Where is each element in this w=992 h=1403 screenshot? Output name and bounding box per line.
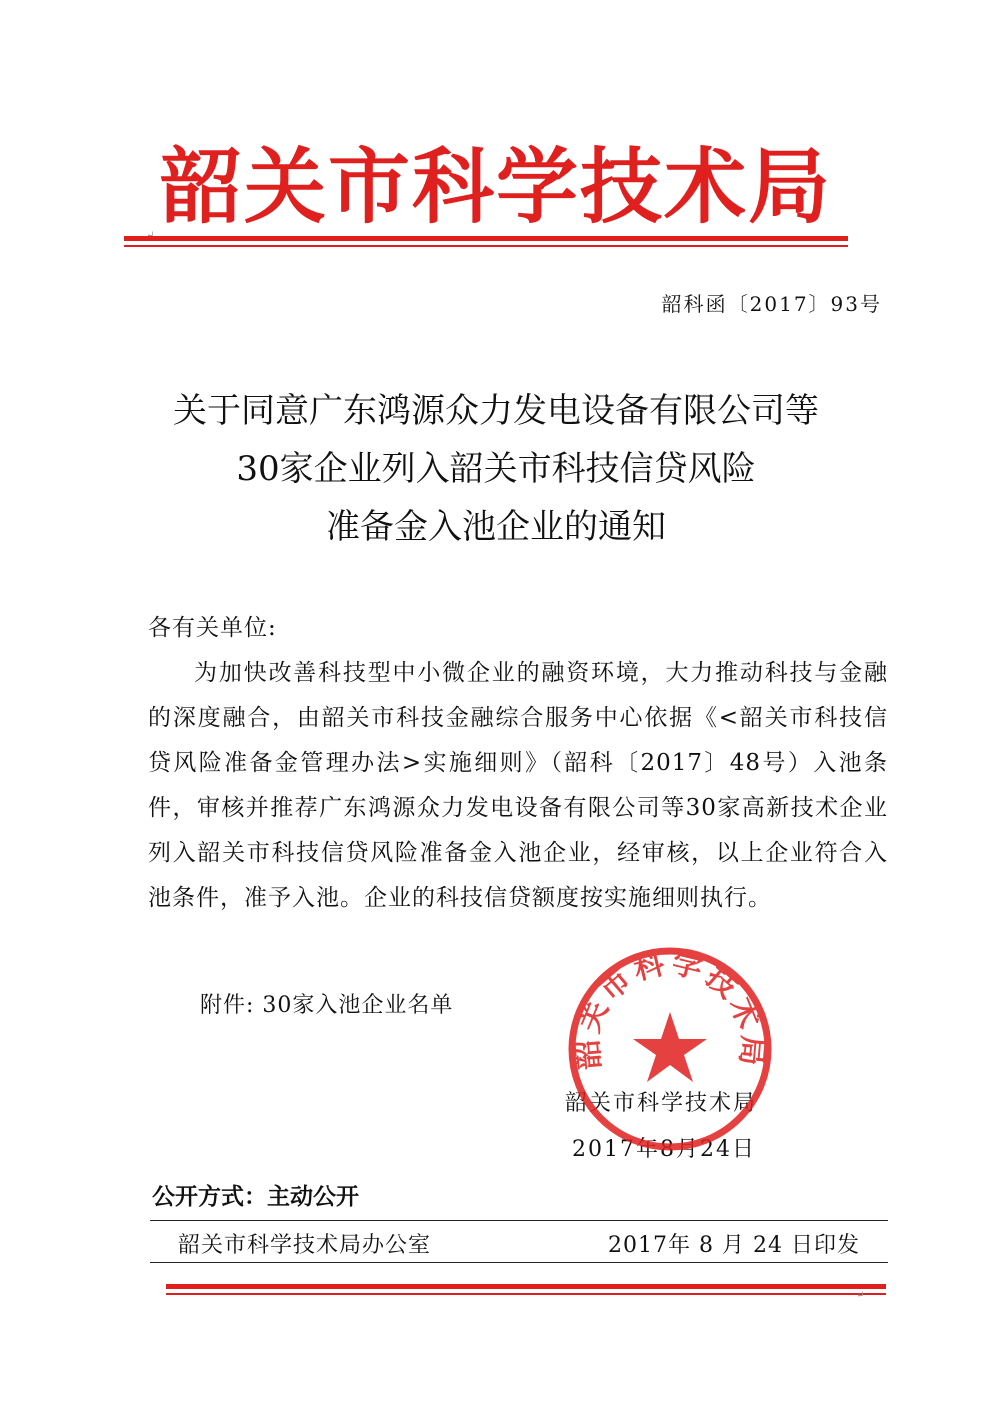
footer-bottom-line: [150, 1262, 888, 1263]
official-seal: [565, 944, 775, 1154]
title-line-1: 关于同意广东鸿源众力发电设备有限公司等: [173, 391, 819, 431]
header-red-rule: [124, 236, 848, 247]
footer-issuer: 韶关市科学技术局办公室: [178, 1233, 432, 1258]
attachment-note: 附件: 30家入池企业名单: [200, 993, 454, 1018]
document-body: [148, 606, 888, 921]
footer-print-date: 2017年 8 月 24 日印发: [608, 1233, 860, 1258]
document-title: [0, 382, 992, 556]
footer-top-line: [150, 1220, 888, 1221]
salutation: 各有关单位:: [148, 615, 277, 641]
seal-ring-text: 韶关市科学技术局: [569, 945, 771, 1071]
title-line-2: 30家企业列入韶关市科技信贷风险: [236, 449, 756, 489]
disclosure-method: 公开方式：主动公开: [152, 1184, 359, 1210]
seal-star-icon: [633, 1012, 707, 1082]
body-paragraph: 为加快改善科技型中小微企业的融资环境，大力推动科技与金融的深度融合，由韶关市科技金融综合服务中心依据《<韶关市科技信贷风险准备金管理办法>实施细则》（韶科〔2017〕48号）入池条件，审核并推荐广东鸿源众力发电设备有限公司等30家高新技术企业列入韶关市科技信贷风险准备金入池企业，经审核，以上企业符合入池条件，准予入池。企业的科技信贷额度按实施细则执行。: [148, 660, 888, 911]
document-number: 韶科函〔2017〕93号: [661, 292, 882, 316]
masthead-title: 韶关市科学技术局: [159, 139, 832, 235]
signature-date: 2017年8月24日: [572, 1137, 756, 1162]
title-line-3: 准备金入池企业的通知: [326, 507, 666, 547]
signature-org: 韶关市科学技术局: [565, 1091, 758, 1116]
footer-red-rule: [166, 1284, 886, 1295]
paragraph-mark: ↵: [856, 1290, 865, 1301]
